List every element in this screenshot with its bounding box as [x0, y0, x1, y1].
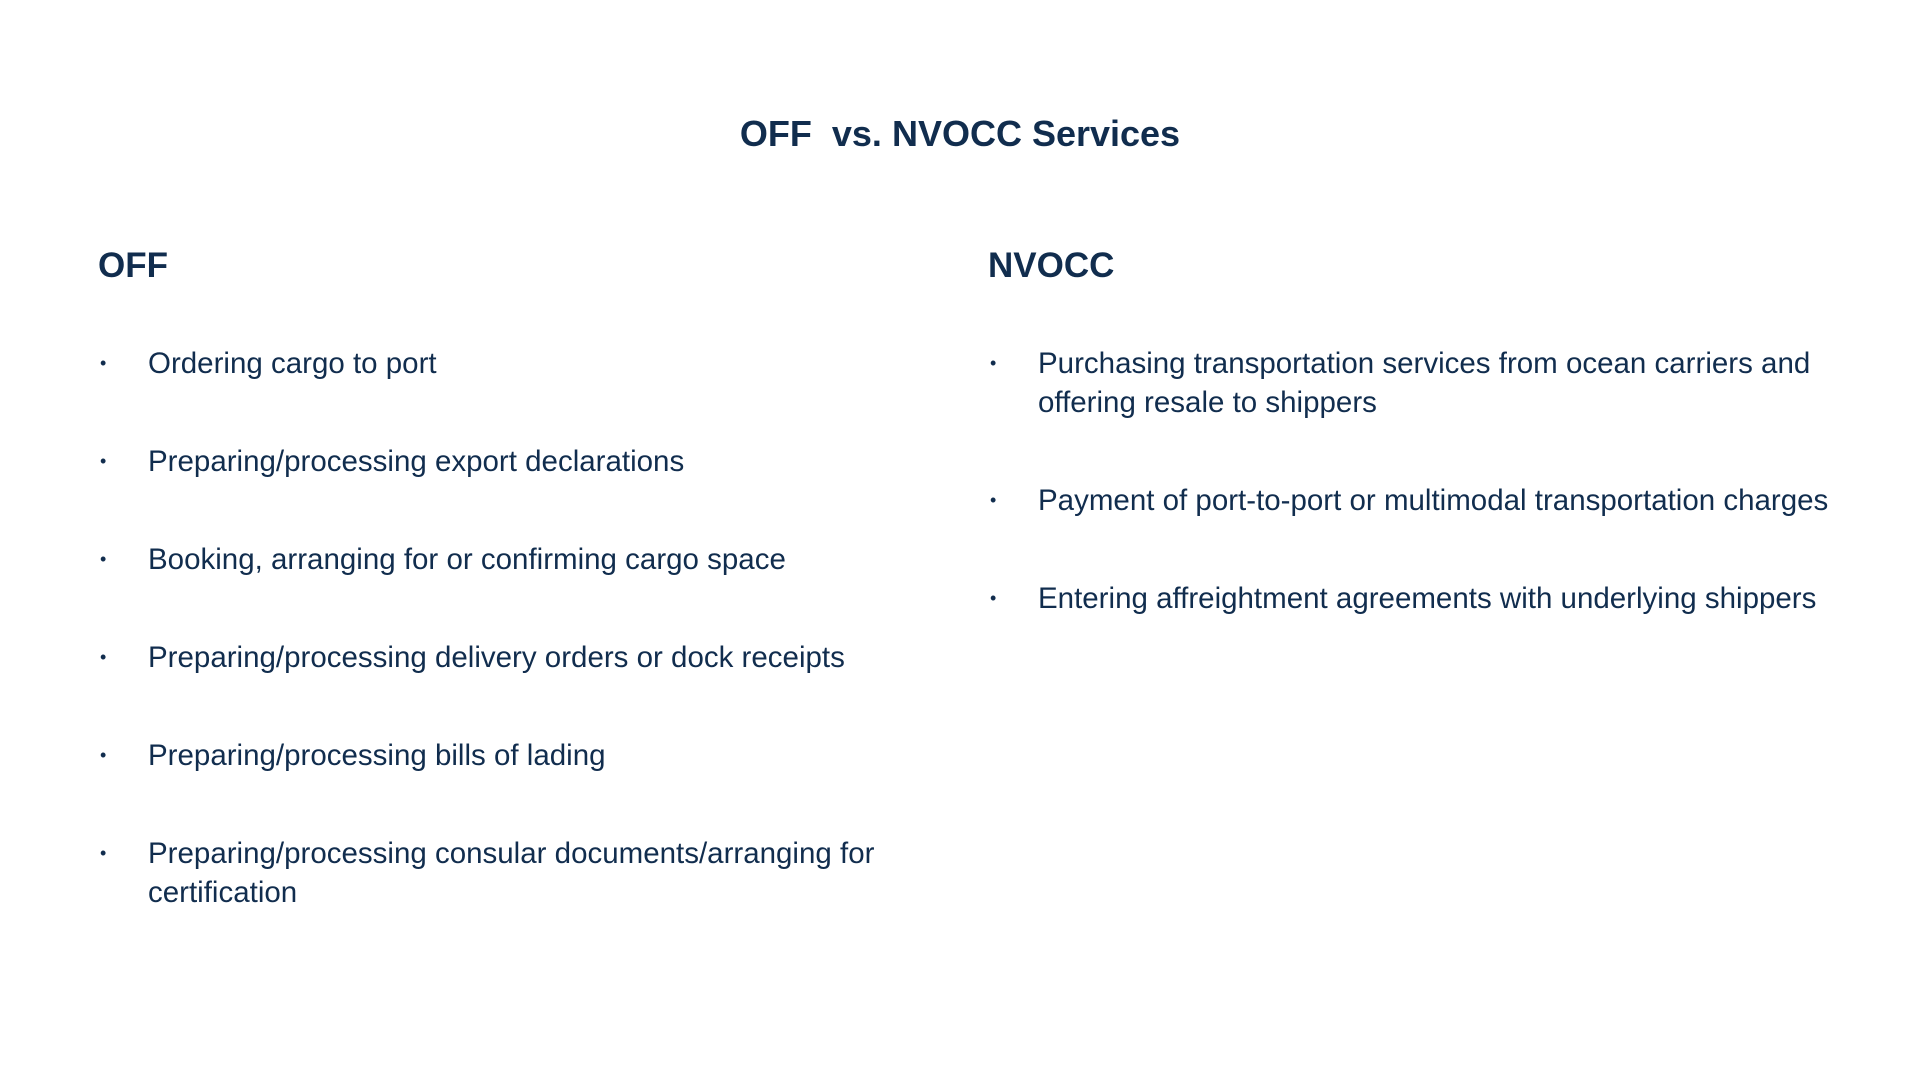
bullet-icon: •	[100, 549, 107, 569]
list-item-text: Preparing/processing export declarations	[148, 445, 685, 478]
list-item	[988, 481, 1868, 520]
bullet-icon: •	[100, 745, 107, 765]
nvocc-column	[988, 244, 1868, 615]
bullet-icon: •	[100, 647, 107, 667]
off-column	[98, 244, 978, 909]
list-item-text: Preparing/processing delivery orders or dock receipts	[148, 641, 845, 674]
list-item-text: Entering affreightment agreements with underlying shippers	[1038, 582, 1817, 615]
list-item-text: Purchasing transportation services from ocean carriers and offering resale to shippers	[1038, 347, 1811, 419]
list-item	[98, 344, 978, 383]
list-item	[98, 638, 978, 677]
list-item	[98, 540, 978, 579]
slide-title: OFF vs. NVOCC Services	[739, 113, 1181, 154]
list-item	[988, 344, 1868, 422]
off-services-list	[98, 344, 978, 971]
list-item-text: Payment of port-to-port or multimodal transportation charges	[1038, 484, 1829, 517]
bullet-icon: •	[990, 588, 997, 608]
off-heading: OFF	[98, 246, 168, 285]
list-item-text: Booking, arranging for or confirming cargo space	[148, 543, 786, 576]
list-item-text: Preparing/processing bills of lading	[148, 739, 606, 772]
nvocc-services-list	[988, 344, 1868, 677]
list-item-text: Preparing/processing consular documents/arranging for certification	[148, 837, 875, 909]
list-item	[98, 442, 978, 481]
list-item	[988, 579, 1868, 618]
bullet-icon: •	[100, 451, 107, 471]
bullet-icon: •	[990, 353, 997, 373]
nvocc-heading: NVOCC	[988, 246, 1115, 285]
bullet-icon: •	[100, 843, 107, 863]
bullet-icon: •	[990, 490, 997, 510]
list-item	[98, 736, 978, 775]
list-item-text: Ordering cargo to port	[148, 347, 437, 380]
list-item	[98, 834, 978, 912]
bullet-icon: •	[100, 353, 107, 373]
